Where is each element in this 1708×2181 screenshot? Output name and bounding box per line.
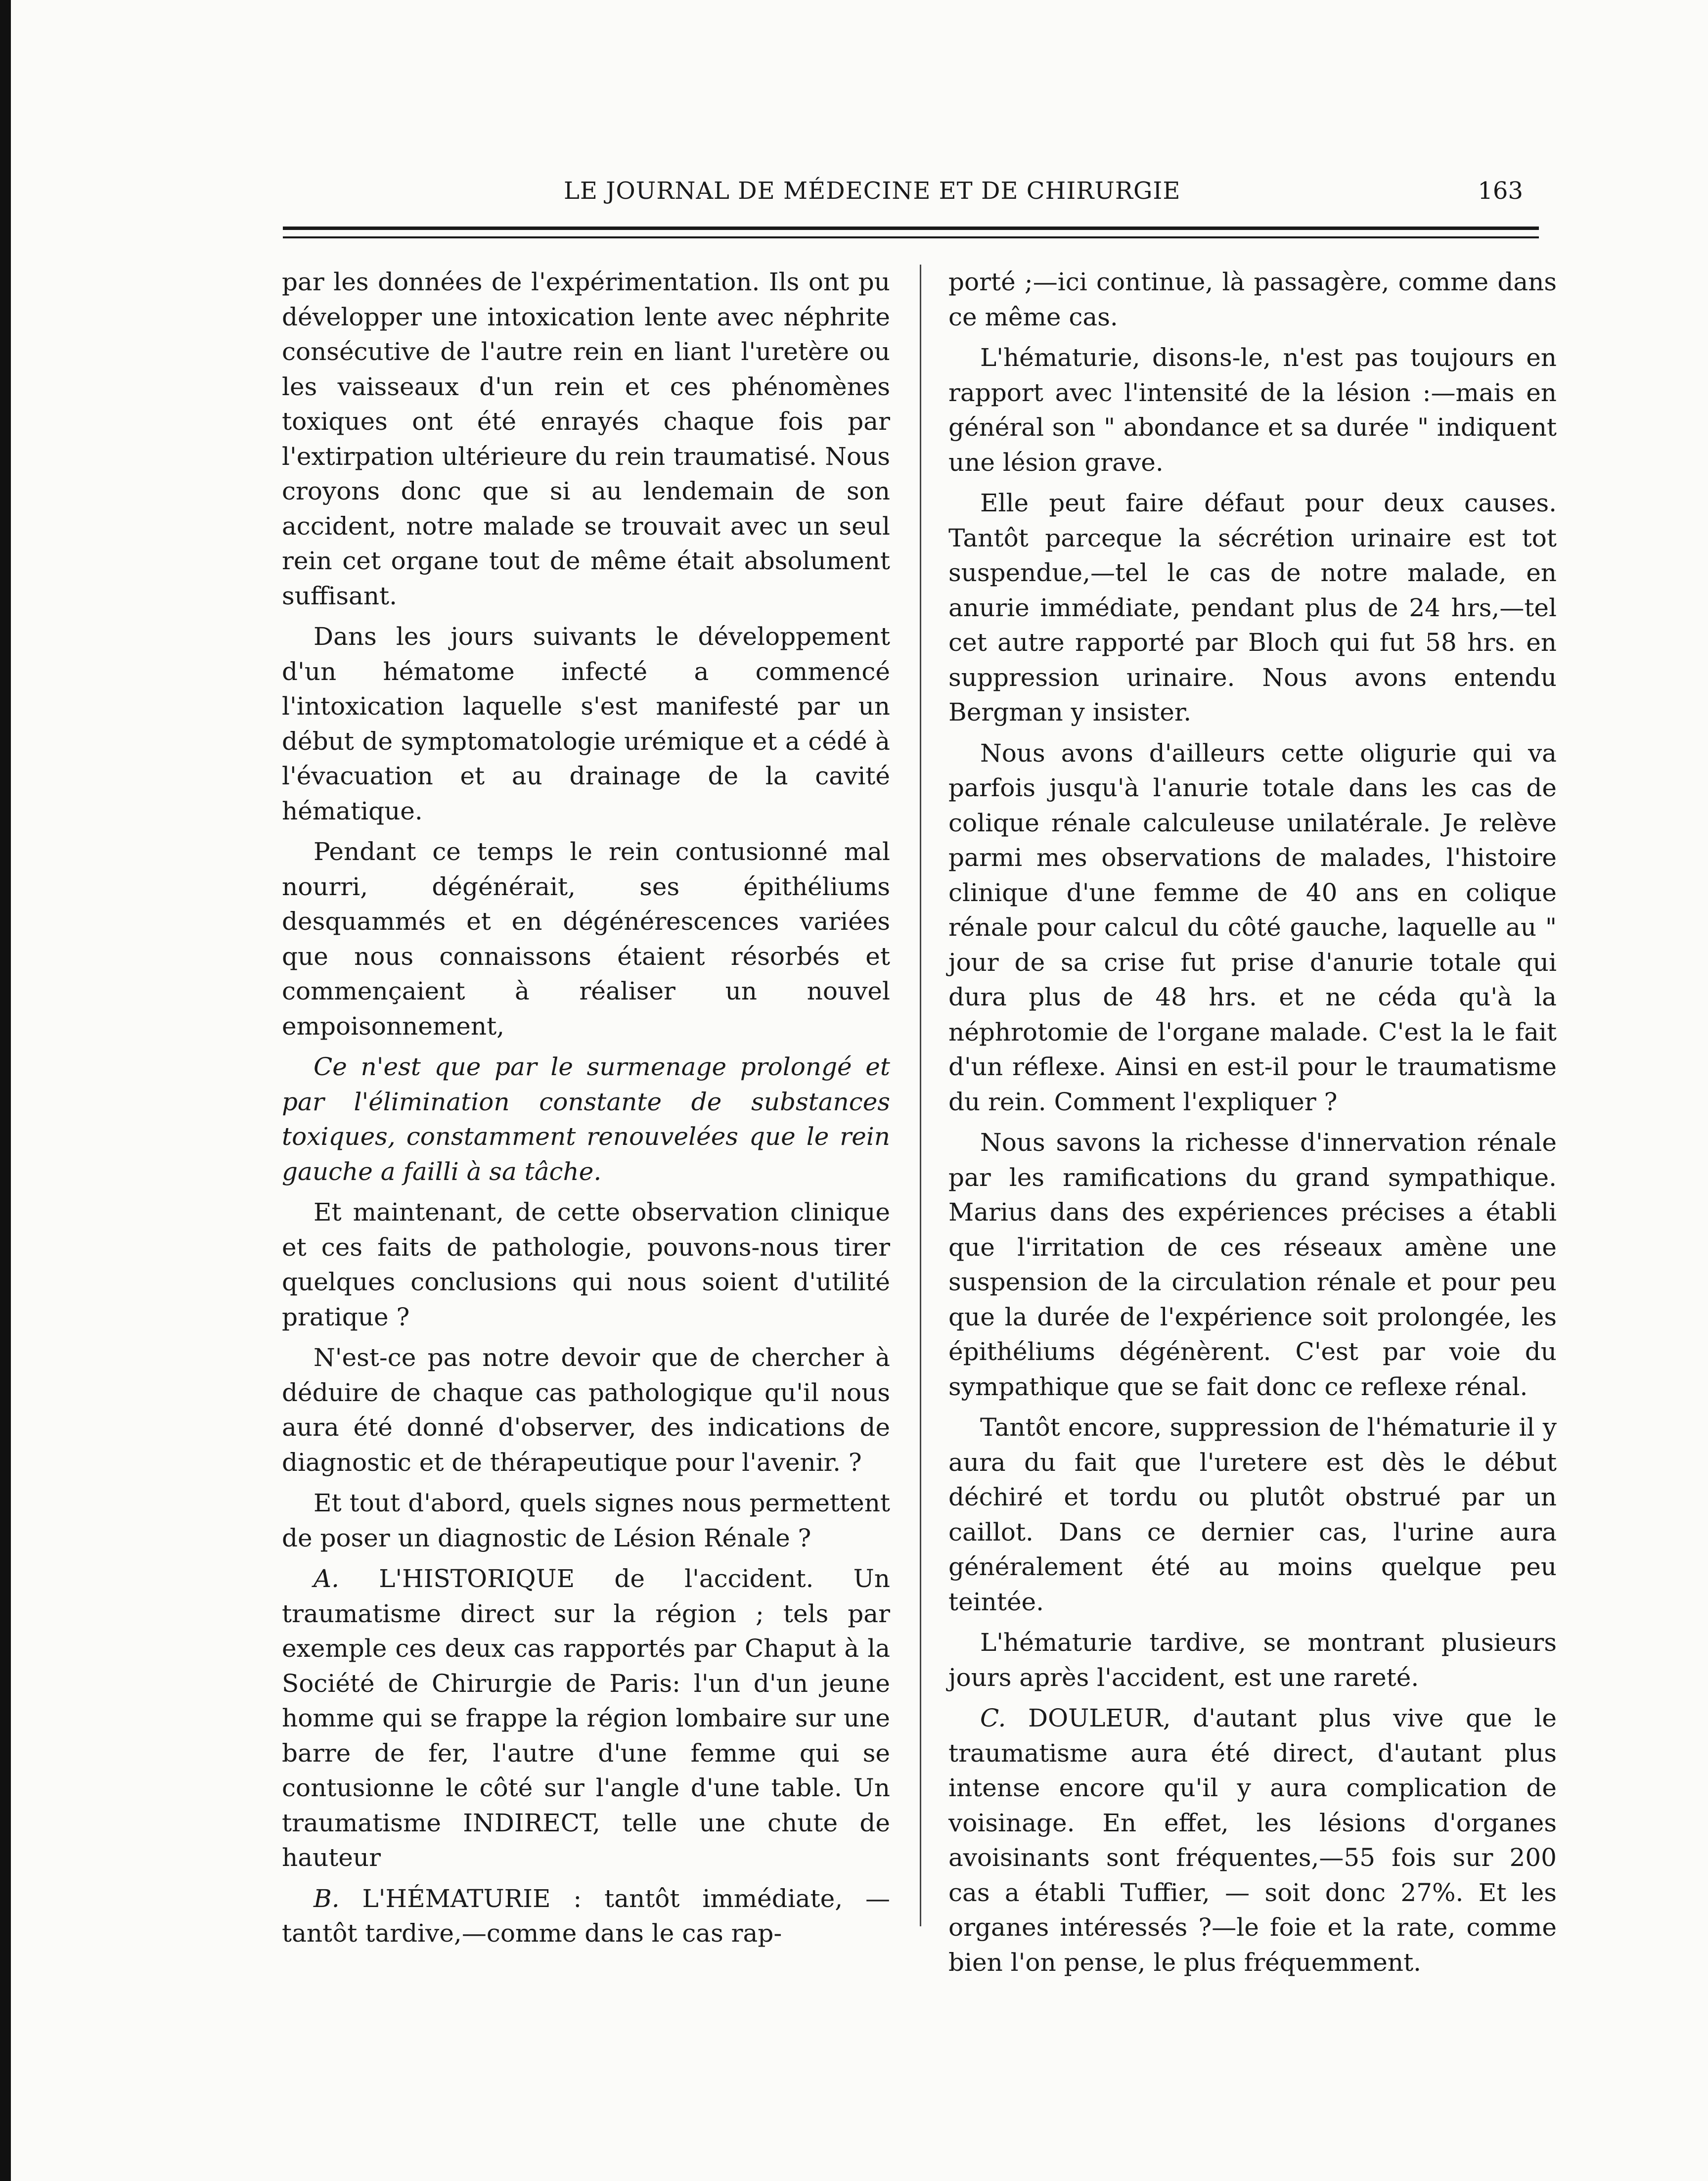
paragraph: L'hématurie, disons-le, n'est pas toujours en rapport avec l'intensité de la lésion :—mais en général son " abondance et sa durée " indiquent une lésion grave. (948, 343, 1557, 477)
paragraph: Pendant ce temps le rein contusionné mal nourri, dégénérait, ses épithéliums desquammés et en dégénérescences variées que nous connaissons étaient résorbés et commençaient à réaliser un nouvel empoisonnement, (282, 837, 890, 1041)
header-rule-thick (283, 227, 1539, 230)
page-header (277, 177, 1543, 217)
paragraph: Tantôt encore, suppression de l'hématurie il y aura du fait que l'uretere est dès le début déchiré et tordu ou plutôt obstrué par un caillot. Dans ce dernier cas, l'urine aura généralement été au moins quelque peu teintée. (948, 1413, 1557, 1616)
paragraph: porté ;—ici continue, là passagère, comme dans ce même cas. (948, 268, 1557, 331)
section-letter-b: B. (314, 1884, 340, 1913)
paragraph: Nous avons d'ailleurs cette oligurie qui va parfois jusqu'à l'anurie totale dans les cas de colique rénale calculeuse unilatérale. Je relève parmi mes observations de malades, l'histoire clinique d'une femme de 40 ans en colique rénale pour calcul du côté gauche, laquelle au " jour de sa crise fut prise d'anurie totale qui dura plus de 48 hrs. et ne céda qu'à la néphrotomie de l'organe malade. C'est la le fait d'un réflexe. Ainsi en est-il pour le traumatisme du rein. Comment l'expliquer ? (948, 738, 1557, 1116)
italic-conclusion-paragraph: Ce n'est que par le surmenage prolongé et par l'élimination constante de substances toxiques, constamment renouvelées que le rein gauche a failli à sa tâche. (282, 1052, 890, 1186)
section-c-paragraph (948, 1701, 1557, 1980)
section-c-text: DOULEUR, d'autant plus vive que le traumatisme aura été direct, d'autant plus intense encore qu'il y aura complication de voisinage. En effet, les lésions d'organes avoisinants sont fréquentes,—55 fois sur 200 cas a établi Tuffier, — soit donc 27%. Et les organes intéressés ?—le foie et la rate, comme bien l'on pense, le plus fréquemment. (948, 1704, 1557, 1977)
paragraph: L'hématurie tardive, se montrant plusieurs jours après l'accident, est une rareté. (948, 1628, 1557, 1692)
section-letter-c: C. (980, 1704, 1006, 1732)
paragraph: Nous savons la richesse d'innervation rénale par les ramifications du grand sympathique. Marius dans des expériences précises a établi que l'irritation de ces réseaux amène une suspension de la circulation rénale et pour peu que la durée de l'expérience soit prolongée, les épithéliums dégénèrent. C'est par voie du sympathique que se fait donc ce reflexe rénal. (948, 1128, 1557, 1401)
right-column (948, 265, 1557, 1986)
paragraph: Et maintenant, de cette observation clinique et ces faits de pathologie, pouvons-nous tirer quelques conclusions qui nous soient d'utilité pratique ? (282, 1198, 890, 1331)
paragraph: Elle peut faire défaut pour deux causes. Tantôt parceque la sécrétion urinaire est tot suspendue,—tel le cas de notre malade, en anurie immédiate, pendant plus de 24 hrs,—tel cet autre rapporté par Bloch qui fut 58 hrs. en suppression urinaire. Nous avons entendu Bergman y insister. (948, 489, 1557, 727)
paragraph: N'est-ce pas notre devoir que de chercher à déduire de chaque cas pathologique qu'il nous aura été donné d'observer, des indications de diagnostic et de thérapeutique pour l'avenir. ? (282, 1343, 890, 1477)
page-number: 163 (1478, 177, 1523, 205)
section-b-paragraph (282, 1881, 890, 1951)
paragraph: par les données de l'expérimentation. Ils ont pu développer une intoxication lente avec néphrite consécutive de l'autre rein en liant l'uretère ou les vaisseaux d'un rein et ces phénomènes toxiques ont été enrayés chaque fois par l'extirpation ultérieure du rein traumatisé. Nous croyons donc que si au lendemain de son accident, notre malade se trouvait avec un seul rein cet organe tout de même était absolument suffisant. (282, 268, 890, 610)
running-title: LE JOURNAL DE MÉDECINE ET DE CHIRURGIE (564, 177, 1181, 205)
header-rule-thin (283, 236, 1539, 238)
column-divider (920, 265, 921, 1926)
section-a-paragraph (282, 1561, 890, 1875)
paragraph: Et tout d'abord, quels signes nous permettent de poser un diagnostic de Lésion Rénale ? (282, 1489, 890, 1552)
paragraph: Dans les jours suivants le développement d'un hématome infecté a commencé l'intoxication laquelle s'est manifesté par un début de symptomatologie urémique et a cédé à l'évacuation et au drainage de la cavité hématique. (282, 622, 890, 825)
section-letter-a: A. (314, 1564, 340, 1593)
section-b-text: L'HÉMATURIE : tantôt immédiate, —tantôt tardive,—comme dans le cas rap- (282, 1884, 890, 1948)
scan-binding-edge (0, 0, 11, 2181)
left-column (282, 265, 890, 1957)
section-a-text: L'HISTORIQUE de l'accident. Un traumatisme direct sur la région ; tels par exemple ces deux cas rapportés par Chaput à la Société de Chirurgie de Paris: l'un d'un jeune homme qui se frappe la région lombaire sur une barre de fer, l'autre d'une femme qui se contusionne le côté sur l'angle d'une table. Un traumatisme INDIRECT, telle une chute de hauteur (282, 1564, 890, 1872)
